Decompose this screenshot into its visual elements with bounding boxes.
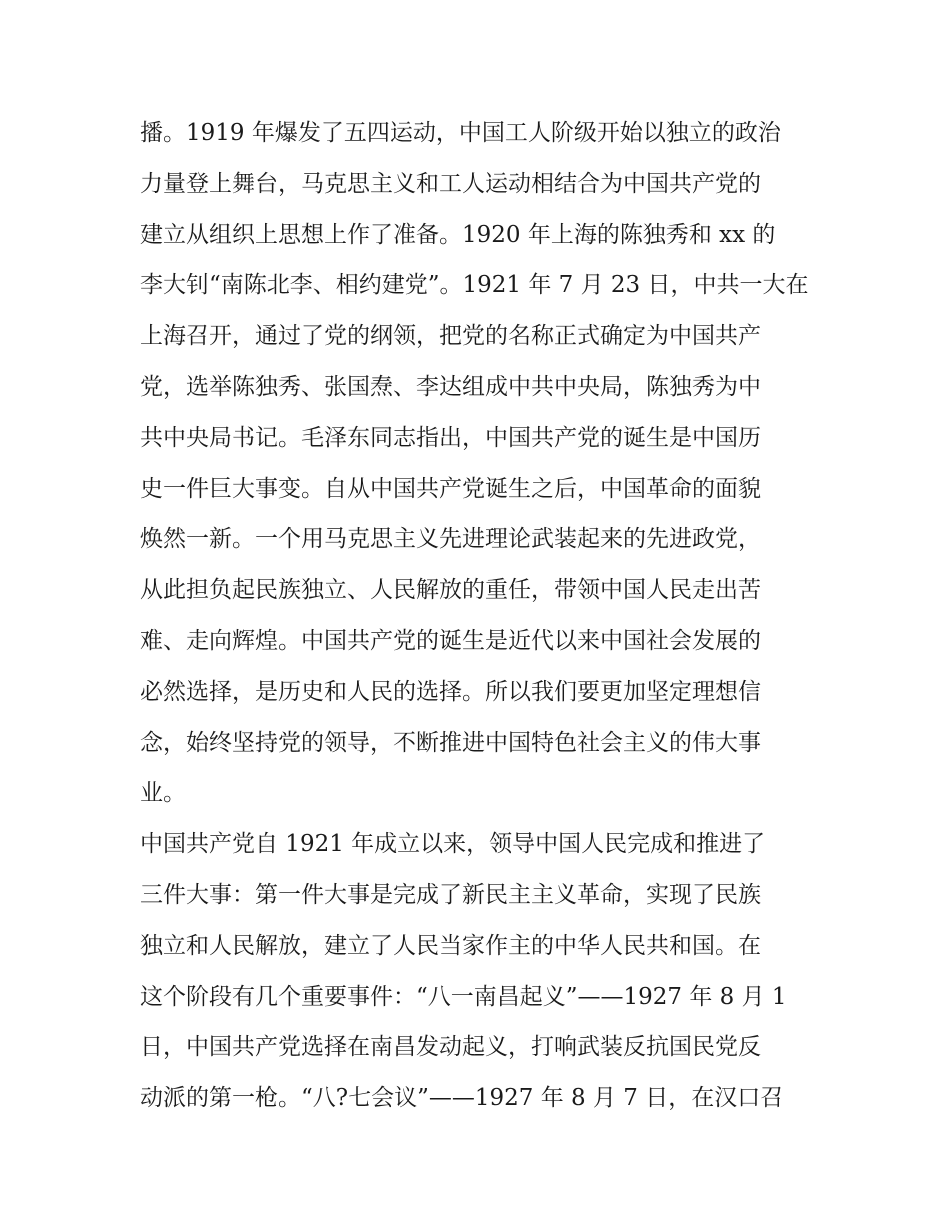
text-line: 三件大事：第一件大事是完成了新民主主义革命，实现了民族 bbox=[140, 881, 761, 908]
text-line: 党，选举陈独秀、张国焘、李达组成中共中央局，陈独秀为中 bbox=[140, 373, 761, 400]
text-line: 上海召开，通过了党的纲领，把党的名称正式确定为中国共产 bbox=[140, 323, 761, 350]
text-line: 动派的第一枪。“八?七会议”——1927 年 8 月 7 日，在汉口召 bbox=[140, 1085, 784, 1112]
text-line: 这个阶段有几个重要事件：“八一南昌起义”——1927 年 8 月 1 bbox=[140, 983, 787, 1010]
text-line: 史一件巨大事变。自从中国共产党诞生之后，中国革命的面貌 bbox=[140, 475, 761, 502]
text-line: 建立从组织上思想上作了准备。1920 年上海的陈独秀和 xx 的 bbox=[140, 221, 776, 248]
text-line: 力量登上舞台，马克思主义和工人运动相结合为中国共产党的 bbox=[140, 170, 761, 197]
text-line: 业。 bbox=[140, 780, 186, 807]
text-line: 日，中国共产党选择在南昌发动起义，打响武装反抗国民党反 bbox=[140, 1034, 761, 1061]
text-line: 必然选择，是历史和人民的选择。所以我们要更加坚定理想信 bbox=[140, 678, 761, 705]
text-line: 从此担负起民族独立、人民解放的重任，带领中国人民走出苦 bbox=[140, 577, 761, 604]
text-line: 念，始终坚持党的领导，不断推进中国特色社会主义的伟大事 bbox=[140, 729, 761, 756]
text-line: 李大钊“南陈北李、相约建党”。1921 年 7 月 23 日，中共一大在 bbox=[140, 272, 809, 299]
document-body bbox=[140, 108, 820, 1124]
text-line: 中国共产党自 1921 年成立以来，领导中国人民完成和推进了 bbox=[140, 831, 766, 858]
text-line: 共中央局书记。毛泽东同志指出，中国共产党的诞生是中国历 bbox=[140, 424, 761, 451]
text-line: 难、走向辉煌。中国共产党的诞生是近代以来中国社会发展的 bbox=[140, 627, 761, 654]
text-line: 播。1919 年爆发了五四运动，中国工人阶级开始以独立的政治 bbox=[140, 120, 781, 146]
text-line: 独立和人民解放，建立了人民当家作主的中华人民共和国。在 bbox=[140, 932, 761, 959]
text-line: 焕然一新。一个用马克思主义先进理论武装起来的先进政党， bbox=[140, 526, 761, 553]
